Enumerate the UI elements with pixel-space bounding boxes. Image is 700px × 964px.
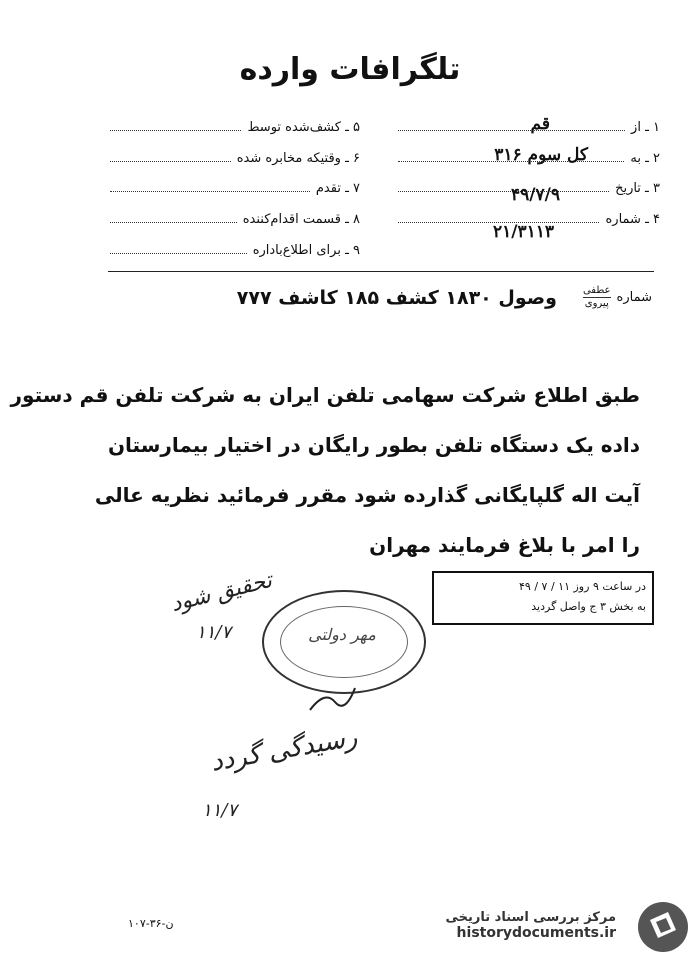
archive-code: ن-۳۶-۱۰۷	[128, 917, 174, 930]
reference-type	[583, 285, 611, 310]
body-line: آیت اله گلپایگانی گذارده شود مقرر فرمائید نظریه عالی	[94, 483, 640, 507]
field-from-label: ۱ ـ از	[631, 120, 660, 135]
field-priority	[110, 181, 360, 196]
document-title: تلگرافات وارده	[239, 52, 461, 87]
field-info-dept-label: ۹ ـ برای اطلاع‌باداره	[252, 243, 360, 258]
archive-logo-url: historydocuments.ir	[456, 925, 616, 941]
dotted-line	[110, 129, 241, 131]
field-to-label: ۲ ـ به	[630, 151, 660, 166]
dotted-line	[110, 252, 247, 254]
dotted-line	[110, 160, 231, 162]
body-line: را امر با بلاغ فرمایند مهران	[369, 533, 640, 557]
field-number-label: ۴ ـ شماره	[605, 212, 660, 227]
reference-line: وصول ۱۸۳۰ کشف ۱۸۵ کاشف ۷۷۷	[236, 286, 557, 309]
handwritten-signature: رسیدگی گردد	[208, 722, 360, 778]
dotted-line	[110, 190, 310, 192]
field-date-label: ۳ ـ تاریخ	[615, 181, 660, 196]
reference-type-top: عطفی	[582, 285, 611, 296]
receipt-stamp-line: در ساعت ۹ روز ۱۱ / ۷ / ۴۹	[519, 580, 646, 593]
field-priority-label: ۷ ـ تقدم	[315, 181, 360, 196]
dotted-line	[110, 221, 237, 223]
field-number-value: ۲۱/۳۱۱۳	[493, 222, 554, 242]
dotted-line	[398, 129, 625, 131]
receipt-stamp	[432, 571, 654, 625]
receipt-stamp-line: به بخش ۳ ج واصل گردید	[531, 600, 646, 613]
field-transmitted	[110, 151, 360, 166]
field-to-value: کل سوم ۳۱۶	[494, 145, 588, 165]
field-to	[398, 145, 660, 166]
handwritten-note: تحقیق شود	[168, 567, 275, 618]
divider	[108, 271, 654, 272]
handwritten-date: ۱۱/۷	[196, 622, 232, 643]
field-transmitted-label: ۶ ـ وقتیکه مخابره شده	[236, 151, 360, 166]
reference-label: شماره	[616, 290, 652, 305]
archive-logo-text	[446, 910, 617, 941]
field-decoded-by-label: ۵ ـ کشف‌شده توسط	[247, 120, 360, 135]
reference-row	[237, 285, 652, 310]
field-decoded-by	[110, 120, 360, 135]
reference-type-bottom: پیروی	[584, 298, 609, 309]
body-line: داده یک دستگاه تلفن بطور رایگان در اختیار بیمارستان	[107, 433, 640, 457]
field-number	[398, 212, 660, 242]
archive-logo-persian: مرکز بررسی اسناد تاریخی	[445, 910, 616, 925]
handwritten-date: ۱۱/۷	[202, 800, 238, 821]
field-date-value: ۴۹/۷/۹	[511, 185, 560, 205]
field-date	[398, 181, 660, 205]
seal-text: مهر دولتی	[308, 625, 376, 644]
handwritten-check-mark	[300, 680, 360, 720]
field-info-dept	[110, 243, 360, 258]
body-line: طبق اطلاع شرکت سهامی تلفن ایران به شرکت تلفن قم دستور	[10, 383, 640, 407]
archive-logo-icon	[636, 900, 690, 954]
dotted-line	[398, 190, 609, 192]
field-from-value: قم	[530, 114, 550, 134]
field-action-dept	[110, 212, 360, 227]
field-action-dept-label: ۸ ـ قسمت اقدام‌کننده	[242, 212, 360, 227]
field-from	[398, 114, 660, 135]
